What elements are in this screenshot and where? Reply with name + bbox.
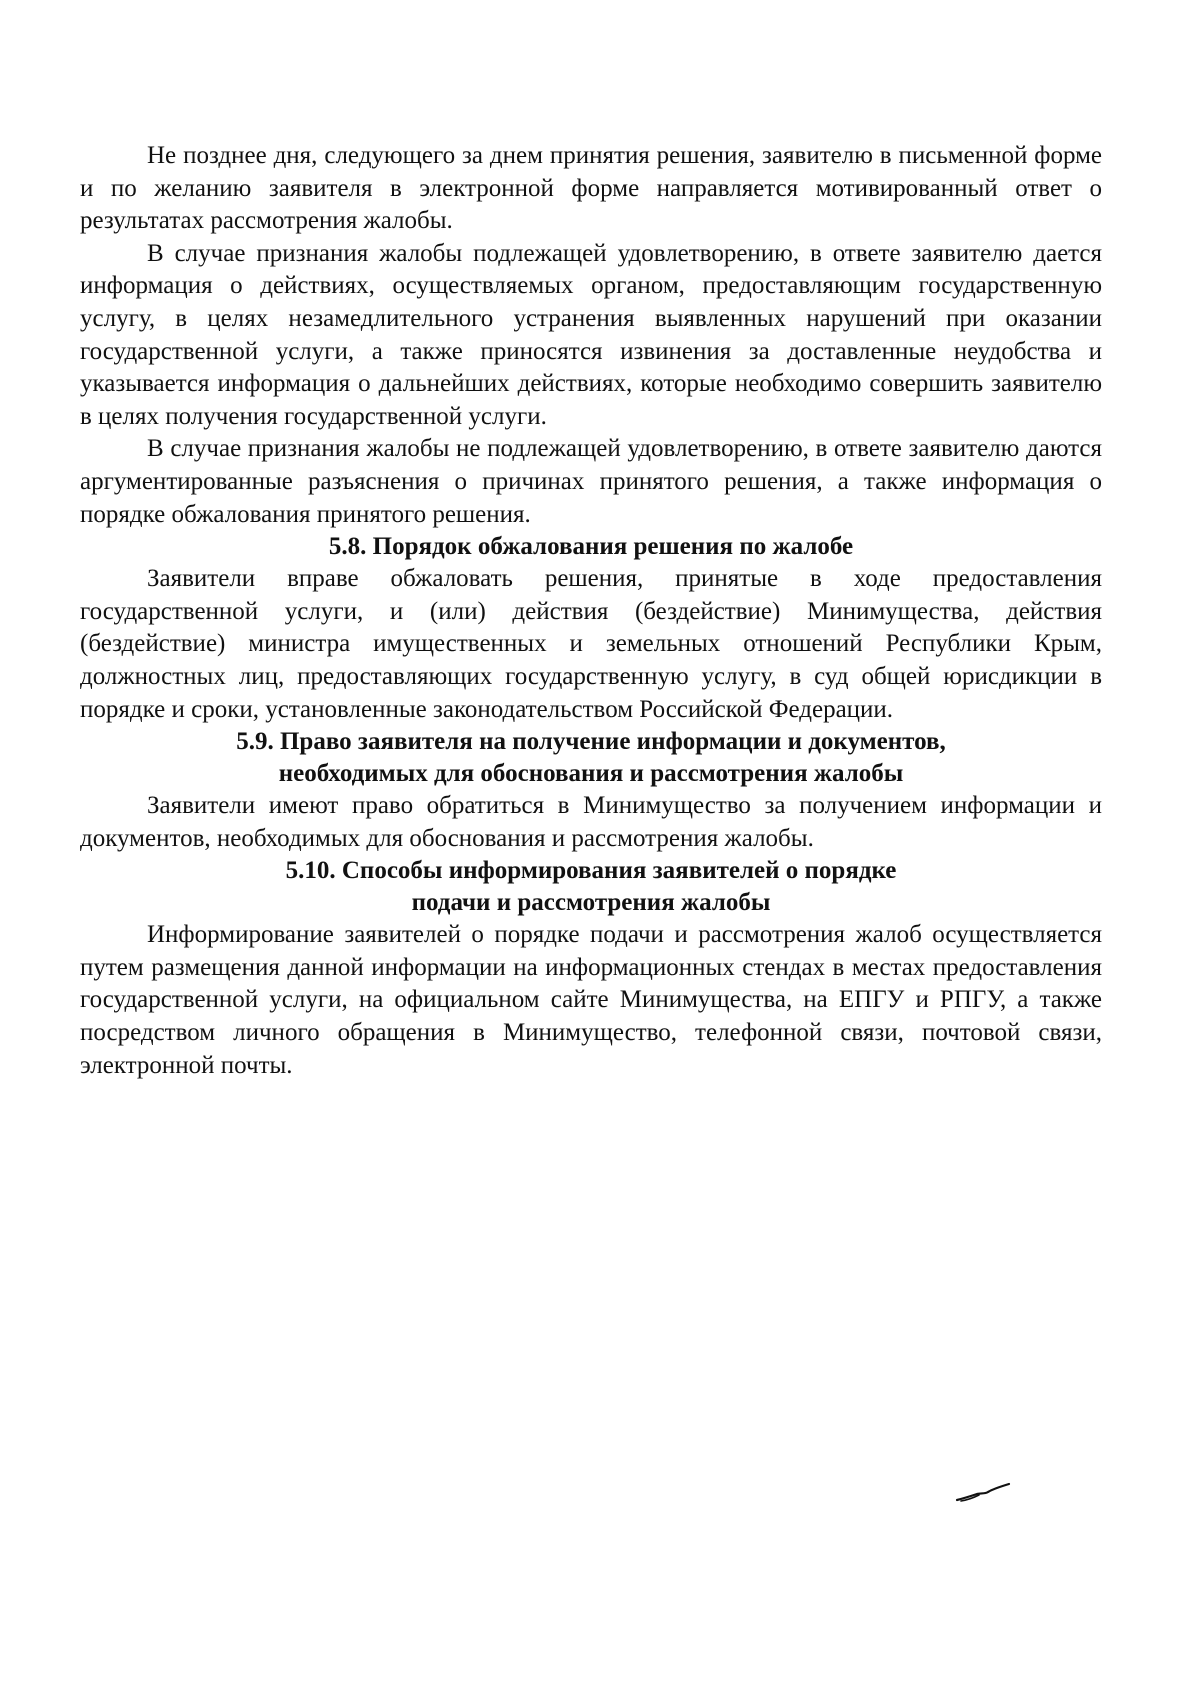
heading-5-10	[80, 855, 1102, 919]
heading-5-8	[80, 531, 1102, 563]
heading-5-10-line1: 5.10. Способы информирования заявителей о порядке	[285, 857, 897, 885]
document-page	[80, 140, 1102, 1082]
heading-5-9-line1: 5.9. Право заявителя на получение информации и документов,	[236, 728, 946, 756]
signature-mark-icon	[955, 1478, 1011, 1506]
paragraph-5-10: Информирование заявителей о порядке подачи и рассмотрения жалоб осуществляется путем размещения данной информации на информационных стендах в местах предоставления государственной услуги, на официальном сайте Минимущества, на ЕПГУ и РПГУ, а также посредством личного обращения в Минимущество, телефонной связи, почтовой связи, электронной почты.	[80, 921, 1102, 1079]
paragraph-5-9: Заявители имеют право обратиться в Минимущество за получением информации и документов, необходимых для обоснования и рассмотрения жалобы.	[80, 792, 1102, 852]
heading-5-9	[80, 726, 1102, 790]
heading-5-10-line2: подачи и рассмотрения жалобы	[411, 889, 771, 917]
paragraph-complaint-rejected: В случае признания жалобы не подлежащей удовлетворению, в ответе заявителю даются аргументированные разъяснения о причинах принятого решения, а также информация о порядке обжалования принятого решения.	[80, 435, 1102, 528]
paragraph-complaint-satisfied: В случае признания жалобы подлежащей удовлетворению, в ответе заявителю дается информация о действиях, осуществляемых органом, предоставляющим государственную услугу, в целях незамедлительного устранения выявленных нарушений при оказании государственной услуги, а также приносятся извинения за доставленные неудобства и указывается информация о дальнейших действиях, которые необходимо совершить заявителю в целях получения государственной услуги.	[80, 239, 1102, 430]
paragraph-5-8: Заявители вправе обжаловать решения, принятые в ходе предоставления государственной услуги, и (или) действия (бездействие) Минимущества, действия (бездействие) министра имущественных и земельных отношений Республики Крым, должностных лиц, предоставляющих государственную услугу, в суд общей юрисдикции в порядке и сроки, установленные законодательством Российской Федерации.	[80, 565, 1102, 723]
paragraph-response-deadline: Не позднее дня, следующего за днем принятия решения, заявителю в письменной форме и по желанию заявителя в электронной форме направляется мотивированный ответ о результатах рассмотрения жалобы.	[80, 142, 1102, 235]
heading-5-9-line2: необходимых для обоснования и рассмотрения жалобы	[278, 760, 904, 788]
heading-5-8-text: 5.8. Порядок обжалования решения по жалобе	[328, 533, 854, 561]
